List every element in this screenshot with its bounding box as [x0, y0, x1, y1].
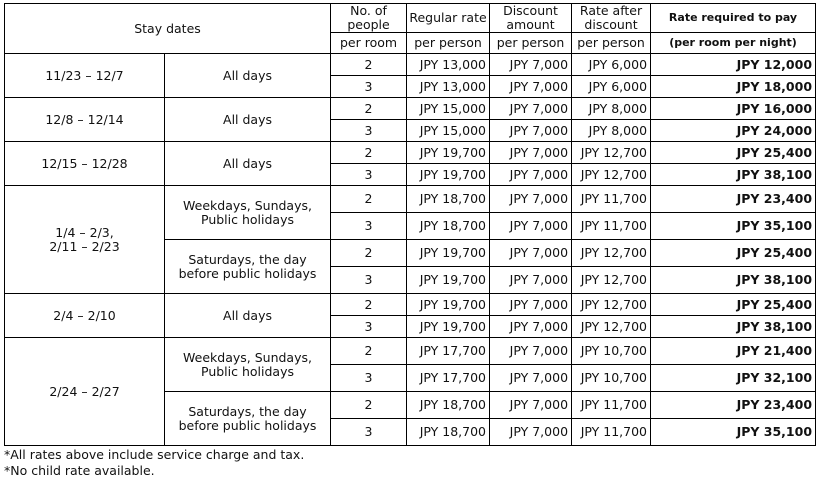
- stay-dates-line: 11/23 – 12/7: [45, 67, 124, 83]
- people-subheader: per room: [331, 33, 407, 54]
- after-discount-cell: JPY 12,700: [572, 240, 651, 267]
- people-count-cell: 2: [331, 98, 407, 120]
- day-type-line: Saturdays, the day: [188, 403, 307, 419]
- people-count-cell: 2: [331, 294, 407, 316]
- regular-rate-cell: JPY 17,700: [407, 365, 490, 392]
- stay-dates-line: 2/4 – 2/10: [53, 307, 116, 323]
- people-count-cell: 3: [331, 213, 407, 240]
- day-type-line: Weekdays, Sundays,: [183, 349, 312, 365]
- required-rate-cell: JPY 35,100: [651, 419, 816, 446]
- after-discount-cell: JPY 11,700: [572, 186, 651, 213]
- stay-dates-cell: [5, 142, 165, 186]
- regular-rate-cell: JPY 13,000: [407, 54, 490, 76]
- day-type-cell: [165, 142, 331, 186]
- after-discount-cell: JPY 12,700: [572, 294, 651, 316]
- footnotes: [4, 447, 816, 479]
- table-row: [5, 186, 816, 213]
- stay-dates-cell: [5, 294, 165, 338]
- day-type-line: Public holidays: [201, 363, 294, 379]
- table-row: [5, 294, 816, 316]
- after-discount-cell: JPY 11,700: [572, 392, 651, 419]
- required-rate-cell: JPY 32,100: [651, 365, 816, 392]
- stay-dates-cell: [5, 186, 165, 294]
- regular-rate-subheader: per person: [407, 33, 490, 54]
- people-count-cell: 2: [331, 186, 407, 213]
- day-type-cell: [165, 186, 331, 240]
- day-type-cell: [165, 392, 331, 446]
- people-header: No. of people: [331, 4, 407, 33]
- regular-rate-cell: JPY 19,700: [407, 142, 490, 164]
- after-discount-cell: JPY 10,700: [572, 338, 651, 365]
- after-discount-subheader: per person: [572, 33, 651, 54]
- footnote: *All rates above include service charge and tax.: [4, 447, 305, 462]
- rate-table-body: [5, 54, 816, 446]
- rate-table-container: [4, 3, 816, 479]
- regular-rate-cell: JPY 13,000: [407, 76, 490, 98]
- table-row: [5, 54, 816, 76]
- regular-rate-cell: JPY 19,700: [407, 267, 490, 294]
- required-rate-cell: JPY 38,100: [651, 164, 816, 186]
- regular-rate-cell: JPY 18,700: [407, 419, 490, 446]
- required-rate-cell: JPY 25,400: [651, 142, 816, 164]
- regular-rate-cell: JPY 15,000: [407, 120, 490, 142]
- stay-dates-line: 2/24 – 2/27: [49, 383, 120, 399]
- discount-cell: JPY 7,000: [490, 98, 572, 120]
- day-type-line: All days: [223, 307, 272, 323]
- discount-cell: JPY 7,000: [490, 267, 572, 294]
- required-rate-header: Rate required to pay: [651, 4, 816, 33]
- required-rate-cell: JPY 23,400: [651, 392, 816, 419]
- regular-rate-cell: JPY 18,700: [407, 392, 490, 419]
- regular-rate-cell: JPY 19,700: [407, 164, 490, 186]
- required-rate-cell: JPY 38,100: [651, 316, 816, 338]
- table-row: [5, 142, 816, 164]
- day-type-cell: [165, 294, 331, 338]
- discount-cell: JPY 7,000: [490, 54, 572, 76]
- day-type-line: All days: [223, 67, 272, 83]
- discount-cell: JPY 7,000: [490, 316, 572, 338]
- required-rate-cell: JPY 25,400: [651, 240, 816, 267]
- after-discount-cell: JPY 12,700: [572, 316, 651, 338]
- required-rate-cell: JPY 35,100: [651, 213, 816, 240]
- discount-cell: JPY 7,000: [490, 338, 572, 365]
- people-count-cell: 2: [331, 240, 407, 267]
- stay-dates-line: 12/8 – 12/14: [45, 111, 124, 127]
- day-type-line: before public holidays: [178, 265, 317, 281]
- regular-rate-cell: JPY 19,700: [407, 294, 490, 316]
- discount-cell: JPY 7,000: [490, 120, 572, 142]
- regular-rate-cell: JPY 17,700: [407, 338, 490, 365]
- day-type-cell: [165, 338, 331, 392]
- required-rate-cell: JPY 16,000: [651, 98, 816, 120]
- regular-rate-cell: JPY 19,700: [407, 240, 490, 267]
- discount-header: Discount amount: [490, 4, 572, 33]
- required-rate-cell: JPY 38,100: [651, 267, 816, 294]
- regular-rate-cell: JPY 19,700: [407, 316, 490, 338]
- after-discount-cell: JPY 6,000: [572, 54, 651, 76]
- people-count-cell: 3: [331, 267, 407, 294]
- rate-table: [4, 3, 816, 446]
- required-rate-subheader: (per room per night): [651, 33, 816, 54]
- day-type-cell: [165, 98, 331, 142]
- after-discount-cell: JPY 8,000: [572, 120, 651, 142]
- regular-rate-cell: JPY 18,700: [407, 186, 490, 213]
- people-count-cell: 3: [331, 316, 407, 338]
- people-count-cell: 3: [331, 365, 407, 392]
- stay-dates-cell: [5, 98, 165, 142]
- after-discount-cell: JPY 12,700: [572, 267, 651, 294]
- after-discount-cell: JPY 12,700: [572, 164, 651, 186]
- discount-cell: JPY 7,000: [490, 365, 572, 392]
- day-type-line: All days: [223, 155, 272, 171]
- stay-dates-line: 1/4 – 2/3,: [55, 224, 114, 240]
- footnote: *No child rate available.: [4, 463, 155, 478]
- day-type-cell: [165, 54, 331, 98]
- required-rate-cell: JPY 25,400: [651, 294, 816, 316]
- after-discount-cell: JPY 6,000: [572, 76, 651, 98]
- stay-dates-line: 12/15 – 12/28: [41, 155, 128, 171]
- regular-rate-header: Regular rate: [407, 4, 490, 33]
- after-discount-cell: JPY 8,000: [572, 98, 651, 120]
- day-type-line: Saturdays, the day: [188, 251, 307, 267]
- discount-cell: JPY 7,000: [490, 294, 572, 316]
- people-count-cell: 2: [331, 54, 407, 76]
- table-row: [5, 98, 816, 120]
- stay-dates-cell: [5, 338, 165, 446]
- discount-cell: JPY 7,000: [490, 164, 572, 186]
- people-count-cell: 2: [331, 392, 407, 419]
- discount-cell: JPY 7,000: [490, 213, 572, 240]
- people-count-cell: 3: [331, 419, 407, 446]
- after-discount-cell: JPY 11,700: [572, 419, 651, 446]
- people-count-cell: 3: [331, 164, 407, 186]
- after-discount-cell: JPY 10,700: [572, 365, 651, 392]
- people-count-cell: 2: [331, 338, 407, 365]
- required-rate-cell: JPY 24,000: [651, 120, 816, 142]
- regular-rate-cell: JPY 18,700: [407, 213, 490, 240]
- required-rate-cell: JPY 18,000: [651, 76, 816, 98]
- discount-cell: JPY 7,000: [490, 419, 572, 446]
- table-row: [5, 338, 816, 365]
- discount-subheader: per person: [490, 33, 572, 54]
- stay-dates-line: 2/11 – 2/23: [49, 238, 120, 254]
- required-rate-cell: JPY 12,000: [651, 54, 816, 76]
- discount-cell: JPY 7,000: [490, 76, 572, 98]
- day-type-line: Public holidays: [201, 211, 294, 227]
- stay-dates-header: Stay dates: [5, 4, 331, 54]
- header-row: [5, 4, 816, 33]
- discount-cell: JPY 7,000: [490, 142, 572, 164]
- after-discount-cell: JPY 11,700: [572, 213, 651, 240]
- required-rate-cell: JPY 23,400: [651, 186, 816, 213]
- day-type-line: Weekdays, Sundays,: [183, 197, 312, 213]
- discount-cell: JPY 7,000: [490, 186, 572, 213]
- discount-cell: JPY 7,000: [490, 240, 572, 267]
- after-discount-cell: JPY 12,700: [572, 142, 651, 164]
- day-type-line: before public holidays: [178, 417, 317, 433]
- after-discount-header: Rate after discount: [572, 4, 651, 33]
- people-count-cell: 2: [331, 142, 407, 164]
- discount-cell: JPY 7,000: [490, 392, 572, 419]
- day-type-line: All days: [223, 111, 272, 127]
- people-count-cell: 3: [331, 120, 407, 142]
- required-rate-cell: JPY 21,400: [651, 338, 816, 365]
- regular-rate-cell: JPY 15,000: [407, 98, 490, 120]
- day-type-cell: [165, 240, 331, 294]
- people-count-cell: 3: [331, 76, 407, 98]
- stay-dates-cell: [5, 54, 165, 98]
